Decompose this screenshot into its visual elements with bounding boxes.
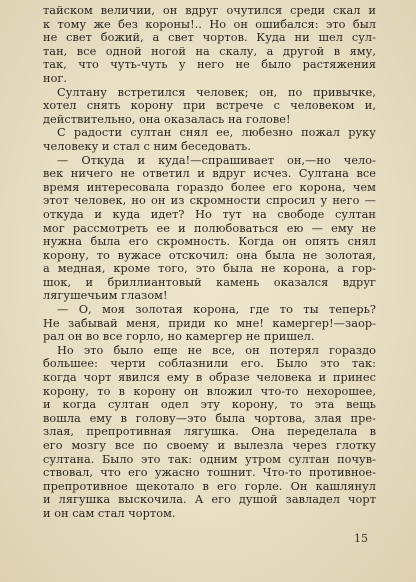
text-line: лягушечьим глазом! [43,289,168,303]
text-line: Султану встретился человек; он, по привычке, [57,85,376,99]
text-line: и когда султан одел эту корону, то эта вещь [43,398,376,412]
text-line: С радости султан снял ее, любезно пожал руку [57,126,376,140]
text-line: нужна была его скромность. Когда он опять снял [43,235,376,249]
text-line: тайском величии, он вдруг очутился среди скал и [43,4,376,17]
text-line: а медная, кроме того, это была не корона, а гор- [43,262,376,276]
text-line: и лягушка выскочила. А его душой завладел чорт [43,493,376,507]
text-line: так, что чуть-чуть у него не было растяжения [43,58,376,72]
paragraph [43,344,376,521]
text-line: — Откуда и куда!—спрашивает он,—но чело- [57,153,376,167]
text-line: тан, все одной ногой на скалу, а другой в яму, [43,44,376,58]
text-line: рал он во все горло, но камергер не пришел. [43,330,315,344]
text-line: вошла ему в голову—это была чортова, злая пре- [43,411,376,425]
paragraph [43,86,376,127]
paragraph [43,303,376,344]
text-line: ствовал, что его ужасно тошнит. Что-то противное- [43,466,376,480]
text-line: когда чорт явился ему в образе человека и принес [43,371,376,385]
text-line: к тому же без короны!.. Но он ошибался: это был [43,17,376,31]
text-line: — О, моя золотая корона, где то ты теперь? [57,303,376,317]
text-line: время интересовала гораздо более его корона, чем [43,180,376,194]
text-line: человеку и стал с ним беседовать. [43,139,252,153]
text-line: злая, препротивная лягушка. Она переделала в [43,425,376,439]
text-line: ног. [43,71,68,85]
text-line: Не забывай меня, приди ко мне! камергер!—заор- [43,316,376,330]
page-number: 15 [354,532,368,545]
paragraph [43,4,376,86]
text-line: откуда и куда идет? Но тут на свободе султан [43,207,376,221]
text-line: его мозгу все по своему и вылезла через глотку [43,439,376,452]
text-line: и он сам стал чортом. [43,506,176,520]
page-body-text [43,4,376,521]
text-line: действительно, она оказалась на голове! [43,112,291,126]
text-line: Но это было еще не все, он потерял гораздо [57,343,376,357]
paragraph [43,154,376,304]
text-line: этот человек, но он из скромности спросил у него — [43,194,376,208]
text-line: султана. Было это так: одним утром султан почув- [43,452,376,466]
text-line: большее: черти соблазнили его. Было это так: [43,357,376,371]
text-line: шок, и бриллиантовый камень оказался вдруг [43,275,376,289]
text-line: не свет божий, а свет чортов. Куда ни шел сул- [43,31,376,45]
text-line: корону, то вужасе отскочил: она была не золотая, [43,248,376,262]
text-line: хотел снять корону при встрече с человеком и, [43,99,376,113]
text-line: мог рассмотреть ее и полюбоваться ею — ему не [43,221,376,235]
text-line: корону, то в корону он вложил что-то нехорошее, [43,384,376,398]
text-line: век ничего не ответил и вдруг исчез. Султана все [43,167,376,181]
paragraph [43,126,376,153]
text-line: препротивное щекотало в его горле. Он кашлянул [43,479,376,493]
